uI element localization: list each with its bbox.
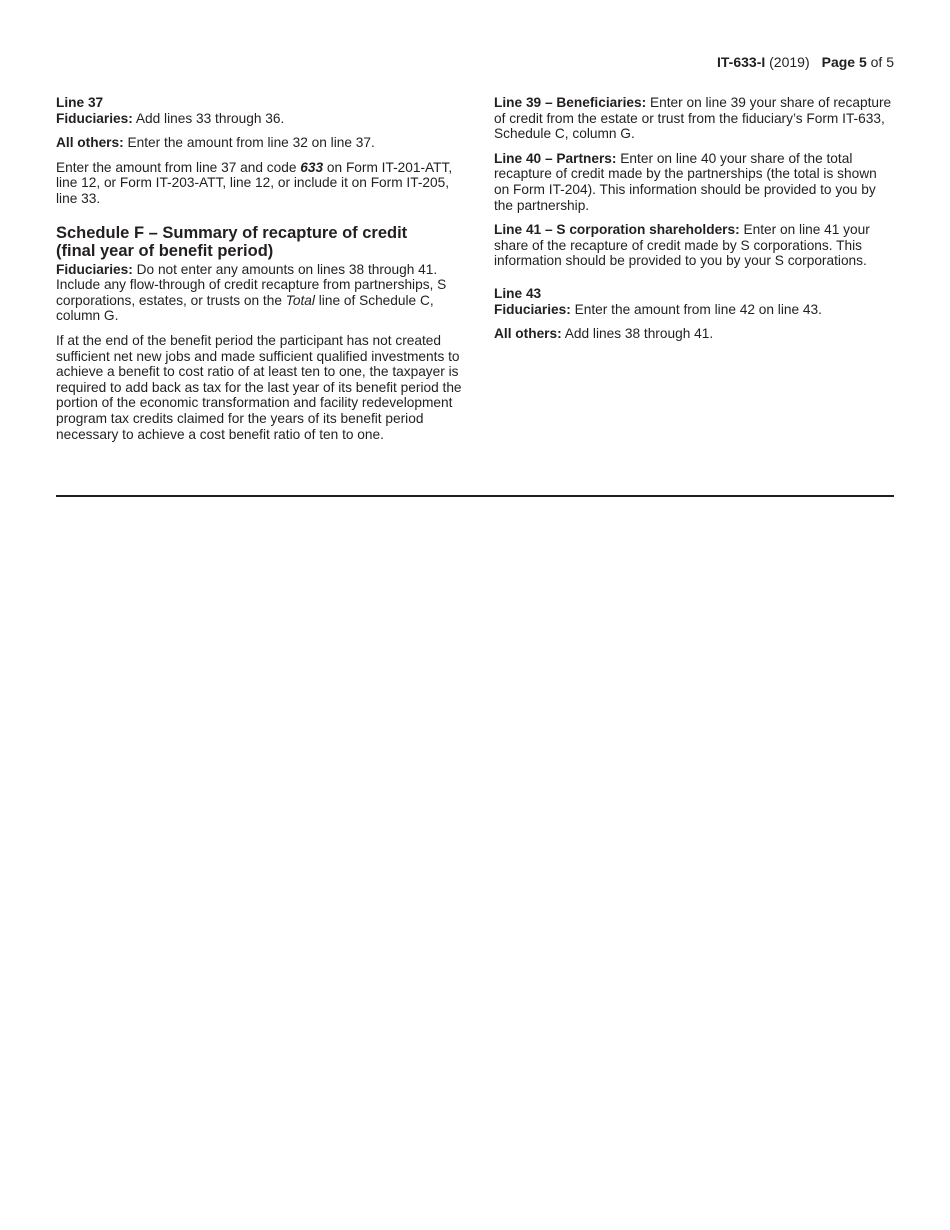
line43-all-others-text: Add lines 38 through 41. [564, 326, 714, 342]
page-header [717, 54, 894, 70]
form-year: (2019) [769, 54, 810, 70]
line40-instruction [494, 151, 894, 213]
line37-enter-instructions [56, 160, 462, 207]
line37-all-others-text: Enter the amount from line 32 on line 37. [127, 135, 375, 151]
line37-all-others-label: All others: [56, 135, 124, 151]
schedule-f-fiduciaries-label: Fiduciaries: [56, 261, 133, 277]
line39-instruction [494, 95, 894, 142]
line37-heading: Line 37 [56, 95, 104, 110]
schedule-f-fiduciaries-text-2: line of Schedule C, column G. [56, 292, 434, 324]
schedule-f-fiduciaries [56, 262, 462, 324]
line41-text: Enter on line 41 your share of the recapture of credit made by S corporations. This information should be provided to you by your S corporations. [494, 222, 870, 269]
line37-enter-text-2: on Form IT-201-ATT, line 12, or Form IT-203-ATT, line 12, or include it on Form IT-205, line 33. [56, 159, 453, 206]
line39-label: Line 39 – Beneficiaries: [494, 95, 647, 110]
schedule-f-heading [56, 224, 462, 261]
line41-instruction [494, 222, 894, 269]
schedule-f-total-word: Total [285, 292, 315, 308]
line39-text: Enter on line 39 your share of recapture of credit from the estate or trust from the fiduciary’s Form IT-633, Schedule C, column G. [494, 95, 892, 142]
left-column [56, 95, 462, 442]
line37-fiduciaries [56, 111, 462, 127]
page-label: Page 5 [821, 54, 867, 70]
schedule-f-heading-line1: Schedule F – Summary of recapture of credit [56, 223, 408, 242]
line41-label: Line 41 – S corporation shareholders: [494, 222, 740, 238]
schedule-f-fiduciaries-text-1: Do not enter any amounts on lines 38 through 41. Include any flow-through of credit recapture from partnerships, S corporations, estates, or trusts on the [56, 261, 447, 308]
line37-code: 633 [300, 159, 324, 175]
line43-fiduciaries-text: Enter the amount from line 42 on line 43. [574, 301, 822, 317]
page-of: of 5 [870, 54, 894, 70]
line37-all-others [56, 135, 462, 151]
line43-heading: Line 43 [494, 285, 542, 301]
schedule-f-heading-line2: (final year of benefit period) [56, 242, 274, 261]
line37-fiduciaries-label: Fiduciaries: [56, 110, 133, 126]
line43-all-others-label: All others: [494, 326, 562, 342]
line40-text: Enter on line 40 your share of the total recapture of credit made by the partnerships (the total is shown on Form IT-204). This information should be provided to you by the partnership. [494, 150, 877, 213]
line37-fiduciaries-text: Add lines 33 through 36. [135, 110, 285, 126]
schedule-f-paragraph: If at the end of the benefit period the participant has not created sufficient net new jobs and made sufficient qualified investments to achieve a benefit to cost ratio of at least ten to one, the taxpayer is required to add back as tax for the last year of its benefit period the portion of the economic transformation and facility redevelopment program tax credits claimed for the years of its benefit period necessary to achieve a cost benefit ratio of ten to one. [56, 332, 462, 442]
line43-fiduciaries-label: Fiduciaries: [494, 301, 571, 317]
horizontal-rule [56, 495, 894, 497]
line43-fiduciaries [494, 302, 894, 318]
line37-enter-text-1: Enter the amount from line 37 and code [56, 159, 297, 175]
form-id: IT-633-I [717, 54, 766, 70]
line43-all-others [494, 326, 894, 342]
right-column [494, 95, 894, 342]
line40-label: Line 40 – Partners: [494, 150, 617, 166]
